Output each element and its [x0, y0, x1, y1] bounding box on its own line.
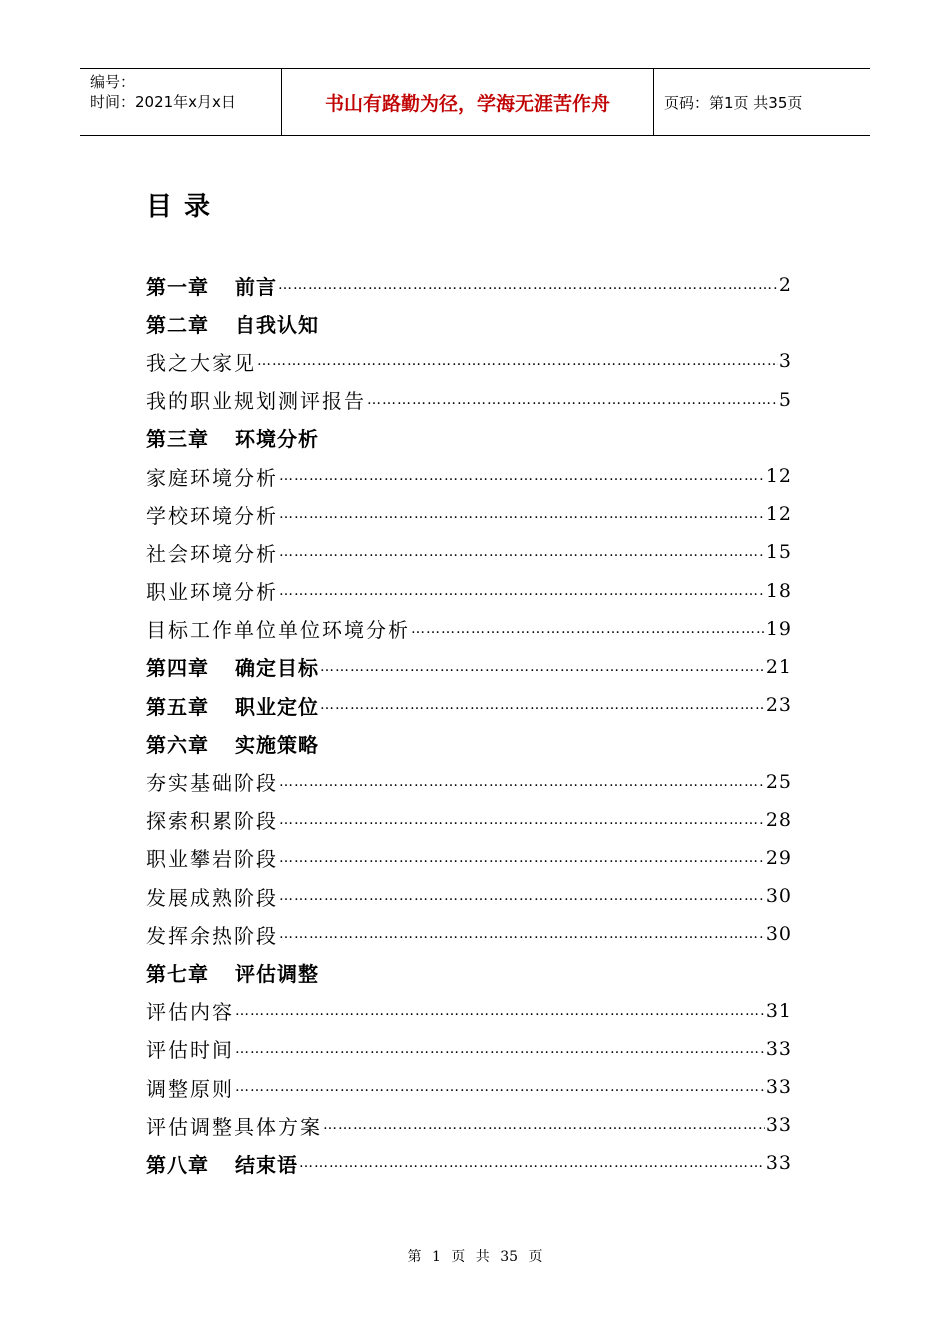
toc-entry-heading — [146, 462, 278, 491]
toc-entry-heading — [146, 805, 278, 834]
toc-chapter-entry[interactable] — [146, 724, 792, 762]
toc-page-number: 21 — [765, 655, 792, 678]
toc-chapter-number: 第二章 — [146, 312, 209, 337]
toc-chapter-number: 第一章 — [146, 274, 209, 299]
toc-section-entry[interactable] — [146, 1068, 792, 1106]
toc-entry-heading — [146, 423, 319, 452]
toc-entry-title: 自我认知 — [235, 312, 319, 337]
toc-dot-leader — [278, 277, 778, 293]
toc-title: 目录 — [146, 192, 223, 222]
toc-entry-title: 我的职业规划测评报告 — [146, 389, 366, 414]
toc-dot-leader — [320, 697, 765, 713]
toc-dot-leader — [367, 392, 778, 408]
toc-dot-leader — [320, 659, 765, 675]
toc-dot-leader — [299, 1155, 765, 1171]
toc-section-entry[interactable] — [146, 1030, 792, 1068]
toc-section-entry[interactable] — [146, 839, 792, 877]
toc-section-entry[interactable] — [146, 915, 792, 953]
toc-section-entry[interactable] — [146, 992, 792, 1030]
toc-page-number: 15 — [765, 541, 792, 564]
toc-entry-title: 职业攀岩阶段 — [146, 847, 278, 872]
toc-entry-title: 家庭环境分析 — [146, 465, 278, 490]
toc-section-entry[interactable] — [146, 533, 792, 571]
toc-page-number: 30 — [765, 923, 792, 946]
toc-dot-leader — [279, 888, 765, 904]
toc-dot-leader — [411, 621, 765, 637]
toc-dot-leader — [323, 1117, 765, 1133]
toc-entry-heading — [146, 691, 319, 720]
toc-chapter-entry[interactable] — [146, 419, 792, 457]
toc-entry-heading — [146, 538, 278, 567]
header-motto: 书山有路勤为径，学海无涯苦作舟 — [282, 69, 654, 135]
toc-entry-heading — [146, 882, 278, 911]
toc-entry-heading — [146, 1073, 234, 1102]
toc-entry-heading — [146, 1034, 234, 1063]
toc-entry-heading — [146, 271, 277, 300]
toc-chapter-entry[interactable] — [146, 266, 792, 304]
toc-page-number: 19 — [765, 617, 792, 640]
toc-dot-leader — [235, 1003, 765, 1019]
toc-page-number: 18 — [765, 579, 792, 602]
toc-entry-heading — [146, 652, 319, 681]
toc-dot-leader — [279, 926, 765, 942]
toc-chapter-number: 第三章 — [146, 427, 209, 452]
toc-entry-title: 评估调整 — [235, 961, 319, 986]
toc-entry-heading — [146, 1111, 322, 1140]
table-of-contents — [146, 266, 792, 1183]
toc-entry-title: 目标工作单位单位环境分析 — [146, 618, 410, 643]
toc-entry-heading — [146, 614, 410, 643]
toc-page-number: 5 — [778, 388, 792, 411]
toc-entry-heading — [146, 385, 366, 414]
toc-page-number: 12 — [765, 503, 792, 526]
toc-entry-title: 环境分析 — [235, 427, 319, 452]
toc-section-entry[interactable] — [146, 1106, 792, 1144]
toc-entry-title: 评估内容 — [146, 1000, 234, 1025]
toc-entry-title: 学校环境分析 — [146, 503, 278, 528]
toc-chapter-number: 第五章 — [146, 694, 209, 719]
toc-entry-title: 社会环境分析 — [146, 541, 278, 566]
toc-entry-title: 职业定位 — [235, 694, 319, 719]
toc-section-entry[interactable] — [146, 610, 792, 648]
toc-dot-leader — [235, 1041, 765, 1057]
toc-section-entry[interactable] — [146, 342, 792, 380]
toc-entry-heading — [146, 729, 319, 758]
toc-page-number: 30 — [765, 885, 792, 908]
toc-dot-leader — [257, 353, 778, 369]
toc-page-number: 2 — [778, 274, 792, 297]
toc-page-number: 12 — [765, 465, 792, 488]
toc-entry-heading — [146, 347, 256, 376]
toc-chapter-number: 第六章 — [146, 732, 209, 757]
toc-page-number: 33 — [765, 1037, 792, 1060]
toc-section-entry[interactable] — [146, 381, 792, 419]
toc-entry-title: 确定目标 — [235, 656, 319, 681]
toc-entry-heading — [146, 500, 278, 529]
header-meta-cell — [80, 69, 282, 135]
toc-entry-title: 调整原则 — [146, 1076, 234, 1101]
document-number-label: 编号： — [90, 73, 136, 91]
toc-entry-heading — [146, 767, 278, 796]
toc-dot-leader — [279, 468, 765, 484]
toc-page-number: 31 — [765, 999, 792, 1022]
toc-dot-leader — [279, 583, 765, 599]
toc-dot-leader — [279, 544, 765, 560]
toc-entry-title: 发展成熟阶段 — [146, 885, 278, 910]
toc-page-number: 33 — [765, 1152, 792, 1175]
toc-page-number: 28 — [765, 808, 792, 831]
toc-section-entry[interactable] — [146, 762, 792, 800]
toc-entry-title: 结束语 — [235, 1152, 298, 1177]
toc-entry-heading — [146, 996, 234, 1025]
toc-entry-title: 发挥余热阶段 — [146, 923, 278, 948]
toc-chapter-entry[interactable] — [146, 953, 792, 991]
toc-chapter-number: 第七章 — [146, 961, 209, 986]
toc-entry-title: 职业环境分析 — [146, 580, 278, 605]
toc-entry-heading — [146, 958, 319, 987]
toc-section-entry[interactable] — [146, 457, 792, 495]
toc-entry-title: 前言 — [235, 274, 277, 299]
toc-dot-leader — [279, 812, 765, 828]
toc-entry-title: 实施策略 — [235, 732, 319, 757]
document-time-label: 时间：2021年x月x日 — [90, 93, 236, 111]
header-page-info: 页码：第1页 共35页 — [664, 93, 803, 112]
toc-section-entry[interactable] — [146, 572, 792, 610]
document-header — [80, 68, 870, 136]
toc-page-number: 33 — [765, 1076, 792, 1099]
toc-chapter-entry[interactable] — [146, 686, 792, 724]
toc-section-entry[interactable] — [146, 801, 792, 839]
toc-dot-leader — [279, 850, 765, 866]
toc-entry-title: 评估时间 — [146, 1038, 234, 1063]
toc-entry-title: 夯实基础阶段 — [146, 771, 278, 796]
toc-page-number: 23 — [765, 694, 792, 717]
toc-entry-heading — [146, 576, 278, 605]
toc-entry-heading — [146, 309, 319, 338]
toc-dot-leader — [279, 774, 765, 790]
toc-dot-leader — [279, 506, 765, 522]
toc-page-number: 29 — [765, 846, 792, 869]
toc-entry-heading — [146, 843, 278, 872]
toc-entry-heading — [146, 920, 278, 949]
page-footer: 第 1 页 共 35 页 — [407, 1249, 543, 1265]
toc-entry-title: 评估调整具体方案 — [146, 1114, 322, 1139]
toc-page-number: 25 — [765, 770, 792, 793]
toc-chapter-entry[interactable] — [146, 648, 792, 686]
toc-section-entry[interactable] — [146, 877, 792, 915]
toc-chapter-number: 第四章 — [146, 656, 209, 681]
toc-entry-heading — [146, 1149, 298, 1178]
toc-section-entry[interactable] — [146, 495, 792, 533]
toc-page-number: 33 — [765, 1114, 792, 1137]
toc-entry-title: 探索积累阶段 — [146, 809, 278, 834]
toc-chapter-entry[interactable] — [146, 304, 792, 342]
toc-dot-leader — [235, 1079, 765, 1095]
toc-chapter-number: 第八章 — [146, 1152, 209, 1177]
toc-page-number: 3 — [778, 350, 792, 373]
toc-entry-title: 我之大家见 — [146, 350, 256, 375]
toc-chapter-entry[interactable] — [146, 1144, 792, 1182]
